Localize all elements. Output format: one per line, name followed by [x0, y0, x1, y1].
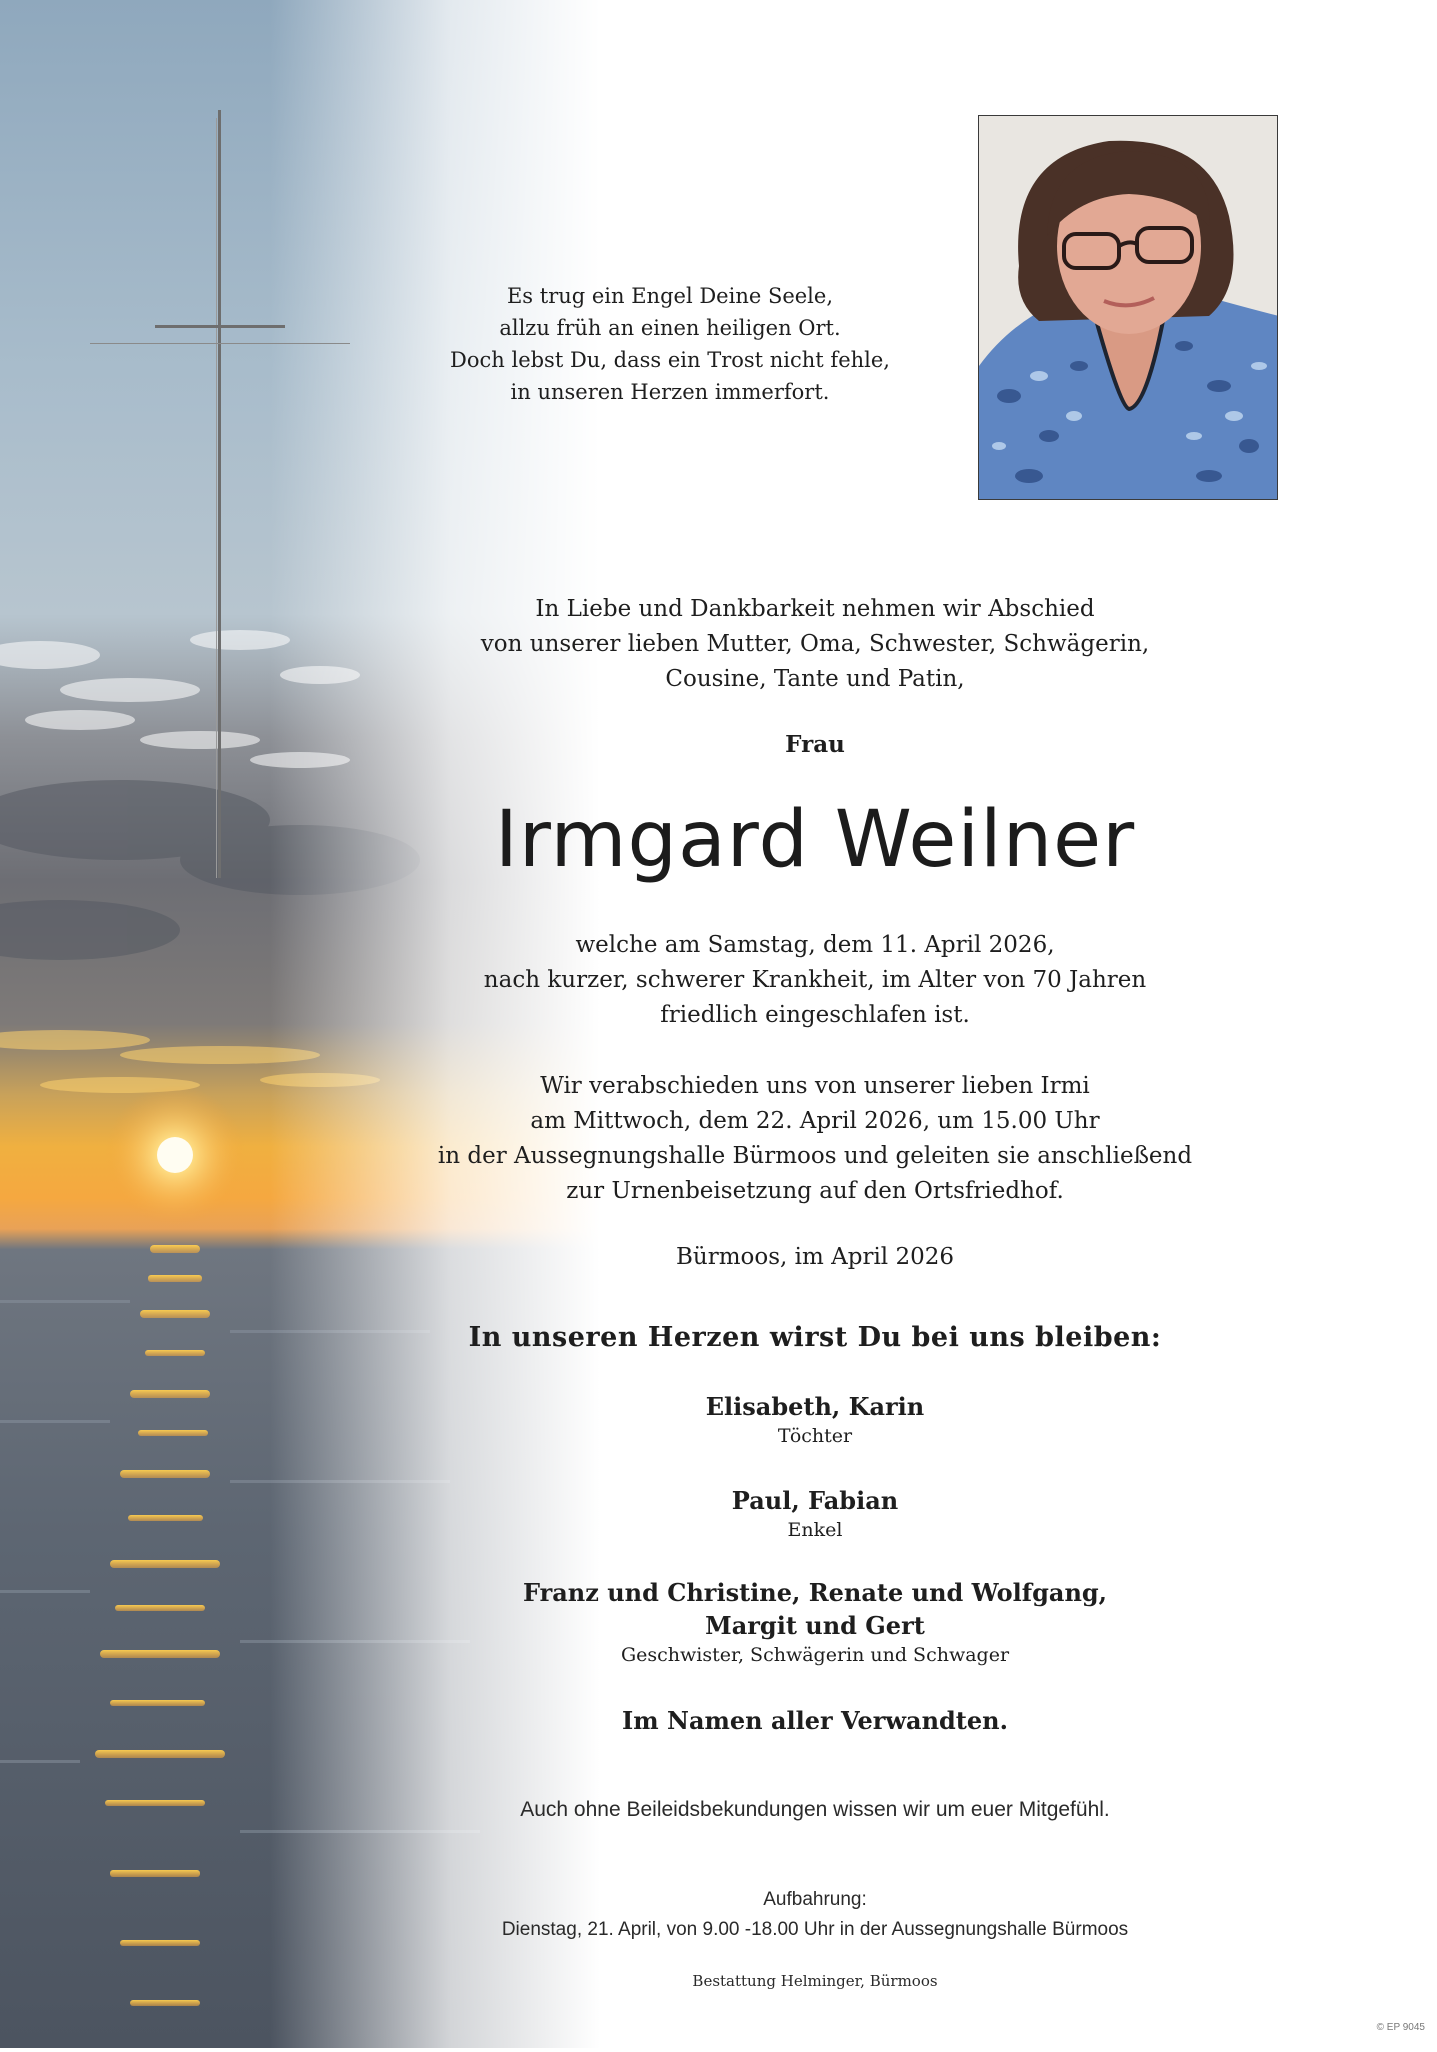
- mourner-group: [420, 1390, 1210, 1449]
- sympathy-note: Auch ohne Beileidsbekundungen wissen wir um euer Mitgefühl.: [520, 1798, 1110, 1821]
- death-notice: [420, 928, 1210, 1033]
- poem: [410, 280, 930, 408]
- viewing-info: [420, 1885, 1210, 1945]
- mourner-group: [420, 1484, 1210, 1543]
- poem-line: Es trug ein Engel Deine Seele,: [506, 284, 834, 308]
- poem-line: Doch lebst Du, dass ein Trost nicht fehle,: [450, 348, 890, 372]
- mourner-names: Paul, Fabian: [731, 1486, 899, 1515]
- viewing-details: Dienstag, 21. April, von 9.00 -18.00 Uhr in der Aussegnungshalle Bürmoos: [501, 1919, 1129, 1940]
- funeral-line: am Mittwoch, dem 22. April 2026, um 15.00 Uhr: [530, 1108, 1100, 1134]
- funeral-line: in der Aussegnungshalle Bürmoos und geleiten sie anschließend: [437, 1143, 1193, 1169]
- portrait-photo: [978, 115, 1278, 500]
- funeral-line: Wir verabschieden uns von unserer lieben Irmi: [540, 1073, 1090, 1099]
- mourners-heading: In unseren Herzen wirst Du bei uns bleiben:: [468, 1322, 1162, 1353]
- mourner-relation: Töchter: [777, 1425, 853, 1447]
- death-line: welche am Samstag, dem 11. April 2026,: [575, 932, 1055, 958]
- intro-line: In Liebe und Dankbarkeit nehmen wir Abschied: [535, 596, 1095, 622]
- undertaker: Bestattung Helminger, Bürmoos: [692, 1972, 938, 1990]
- place-date: Bürmoos, im April 2026: [676, 1244, 954, 1270]
- print-code: © EP 9045: [1376, 2022, 1425, 2033]
- funeral-line: zur Urnenbeisetzung auf den Ortsfriedhof.: [566, 1178, 1064, 1204]
- closing-line: Im Namen aller Verwandten.: [622, 1706, 1008, 1735]
- intro-line: von unserer lieben Mutter, Oma, Schwester, Schwägerin,: [480, 631, 1150, 657]
- death-line: friedlich eingeschlafen ist.: [660, 1002, 970, 1028]
- viewing-label: Aufbahrung:: [763, 1889, 867, 1910]
- mourner-names: Franz und Christine, Renate und Wolfgang,: [522, 1578, 1108, 1607]
- mourner-group: [420, 1576, 1210, 1668]
- deceased-name: Irmgard Weilner: [494, 795, 1136, 885]
- poem-line: allzu früh an einen heiligen Ort.: [499, 316, 841, 340]
- mourner-relation: Geschwister, Schwägerin und Schwager: [620, 1644, 1010, 1666]
- mourner-names: Margit und Gert: [705, 1611, 925, 1640]
- death-line: nach kurzer, schwerer Krankheit, im Alter von 70 Jahren: [483, 967, 1147, 993]
- salutation: Frau: [785, 731, 845, 758]
- cross-icon: [90, 110, 360, 880]
- mourner-names: Elisabeth, Karin: [705, 1392, 925, 1421]
- poem-line: in unseren Herzen immerfort.: [510, 380, 830, 404]
- farewell-intro: [420, 592, 1210, 697]
- funeral-info: [420, 1069, 1210, 1209]
- intro-line: Cousine, Tante und Patin,: [665, 666, 965, 692]
- mourner-relation: Enkel: [787, 1519, 843, 1541]
